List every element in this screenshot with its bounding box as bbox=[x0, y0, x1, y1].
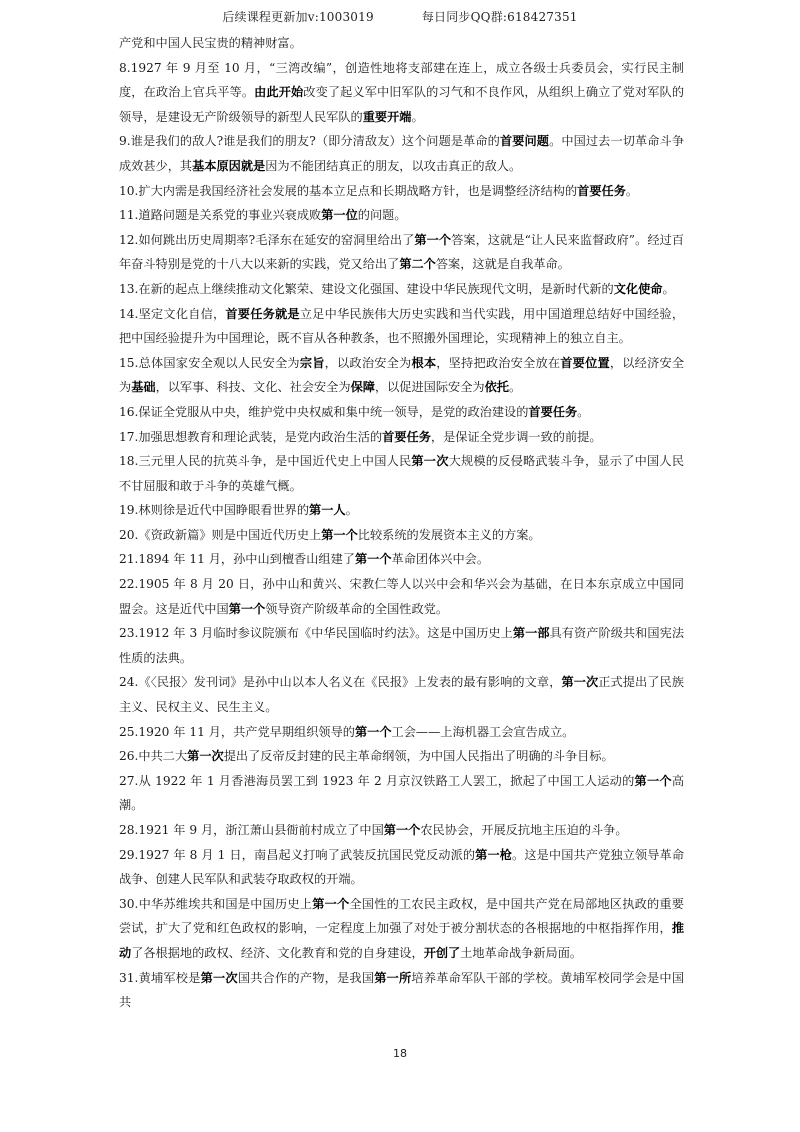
emphasis-text: 第一个 bbox=[414, 232, 452, 247]
paragraph bbox=[119, 129, 684, 178]
body-text: 25.1920 年 11 月，共产党早期组织领导的 bbox=[119, 724, 355, 739]
body-text: 27.从 1922 年 1 月香港海员罢工到 1923 年 2 月京汉铁路工人罢工，掀起了中国工人运动的 bbox=[119, 773, 635, 788]
body-text: 农民协会，开展反抗地主压迫的斗争。 bbox=[420, 823, 628, 837]
emphasis-text: 根本 bbox=[411, 355, 437, 370]
body-text: 。 bbox=[662, 281, 675, 296]
paragraph bbox=[119, 769, 684, 818]
body-text: 9.谁是我们的敌人?谁是我们的朋友?（即分清敌友）这个问题是革命的 bbox=[119, 134, 500, 149]
emphasis-text: 首要任务 bbox=[577, 183, 626, 198]
body-text: 改变了起义军中旧军队的习气和不良作风，从组织上确立了党对军队的领导，是建设无产阶级领导的新型人民军队的 bbox=[119, 85, 685, 124]
emphasis-text: 第一位 bbox=[321, 208, 358, 223]
paragraph bbox=[119, 351, 684, 400]
paragraph bbox=[119, 572, 684, 621]
header-course-contact: 后续课程更新加v:1003019 bbox=[222, 10, 374, 24]
body-text: 16.保证全党服从中央，维护党中央权威和集中统一领导，是党的政治建设的 bbox=[119, 404, 529, 419]
paragraph bbox=[119, 56, 684, 130]
emphasis-text: 第一次 bbox=[187, 749, 224, 764]
page-header bbox=[0, 8, 800, 25]
body-text: ，以军事、科技、文化、社会安全为 bbox=[155, 380, 351, 395]
body-text: 20.《资政新篇》则是中国近代历史上 bbox=[119, 527, 322, 542]
emphasis-text: 第一次 bbox=[411, 454, 449, 469]
body-text: 。这是中国共产党独立领导革命战争、创建人民军队和武装夺取政权的开端。 bbox=[119, 847, 685, 887]
paragraph bbox=[119, 843, 684, 892]
body-text: 11.道路问题是关系党的事业兴衰成败 bbox=[119, 208, 322, 223]
emphasis-text: 第一个 bbox=[383, 823, 421, 837]
body-text: 18.三元里人民的抗英斗争，是中国近代史上中国人民 bbox=[119, 454, 412, 469]
body-text: 。中国过去一切革命斗争成效甚少，其 bbox=[119, 134, 685, 173]
body-text: 。 bbox=[625, 183, 639, 198]
body-text: 答案，这就是“让人民来监督政府”。经过百年奋斗特别是党的十八大以来新的实践，党又给出了 bbox=[119, 232, 684, 272]
paragraph bbox=[119, 228, 684, 277]
emphasis-text: 首要任务 bbox=[382, 429, 431, 444]
paragraph bbox=[119, 400, 684, 425]
emphasis-text: 首要问题 bbox=[499, 134, 550, 149]
body-text: 工会——上海机器工会宣告成立。 bbox=[391, 724, 575, 739]
paragraph bbox=[119, 302, 684, 351]
emphasis-text: 宗旨 bbox=[299, 355, 325, 370]
body-text: 土地革命战争新局面。 bbox=[460, 945, 583, 960]
emphasis-text: 第一所 bbox=[374, 970, 412, 985]
emphasis-text: 第一枪 bbox=[475, 847, 513, 862]
emphasis-text: 依托 bbox=[484, 380, 509, 395]
emphasis-text: 第一次 bbox=[561, 675, 599, 690]
body-text: 14.坚定文化自信， bbox=[119, 306, 226, 321]
page-footer bbox=[0, 1047, 800, 1060]
emphasis-text: 基本原因就是 bbox=[192, 158, 266, 173]
body-text: 。 bbox=[345, 503, 358, 518]
emphasis-text: 开创了 bbox=[423, 945, 461, 960]
emphasis-text: 第一个 bbox=[321, 527, 358, 542]
body-text: 高潮。 bbox=[119, 773, 684, 813]
body-text: 31.黄埔军校是 bbox=[119, 970, 201, 985]
body-text: 全国性的工农民主政权，是中国共产党在局部地区执政的重要尝试，扩大了党和红色政权的影响，一定程度上加强了对处于被分割状态的各根据地的中枢指挥作用， bbox=[119, 896, 684, 936]
body-text: ，以经济安全为 bbox=[119, 355, 685, 395]
emphasis-text: 第一个 bbox=[634, 773, 672, 788]
page-number: 18 bbox=[393, 1047, 407, 1060]
body-text: 。 bbox=[411, 109, 424, 124]
paragraph bbox=[119, 203, 684, 228]
paragraph bbox=[119, 547, 684, 572]
body-text: 了各根据地的政权、经济、文化教育和党的自身建设， bbox=[131, 945, 424, 960]
body-text: 立足中华民族伟大历史实践和当代实践，用中国道理总结好中国经验，把中国经验提升为中国理论，既不盲从各种教条，也不照搬外国理论，实现精神上的独立自主。 bbox=[119, 306, 685, 346]
body-text: 29.1927 年 8 月 1 日，南昌起义打响了武装反抗国民党反动派的 bbox=[119, 847, 476, 862]
emphasis-text: 第一人 bbox=[309, 503, 346, 518]
body-text: 23.1912 年 3 月临时参议院颁布《中华民国临时约法》。这是中国历史上 bbox=[119, 626, 513, 641]
body-text: 因为不能团结真正的朋友，以攻击真正的敌人。 bbox=[265, 158, 522, 173]
emphasis-text: 首要任务就是 bbox=[225, 306, 300, 321]
document-body bbox=[119, 31, 684, 1015]
paragraph bbox=[119, 425, 684, 450]
paragraph bbox=[119, 498, 684, 523]
emphasis-text: 第一部 bbox=[512, 626, 550, 641]
emphasis-text: 首要任务 bbox=[528, 404, 578, 419]
body-text: 8.1927 年 9 月至 10 月，“三湾改编”，创造性地将支部建在连上，成立各级士兵委员会，实行民主制度，在政治上官兵平等。 bbox=[119, 60, 684, 100]
body-text: 13.在新的起点上继续推动文化繁荣、建设文化强国、建设中华民族现代文明，是新时代新的 bbox=[119, 281, 614, 296]
body-text: 28.1921 年 9 月，浙江萧山县衙前村成立了中国 bbox=[119, 823, 384, 837]
header-qq-group: 每日同步QQ群:618427351 bbox=[421, 10, 578, 24]
emphasis-text: 由此开始 bbox=[254, 85, 304, 100]
paragraph bbox=[119, 670, 684, 719]
body-text: 15.总体国家安全观以人民安全为 bbox=[119, 355, 300, 370]
body-text: 比较系统的发展资本主义的方案。 bbox=[357, 527, 541, 542]
emphasis-text: 推动 bbox=[119, 921, 684, 960]
body-text: 正式提出了民族主义、民权主义、民生主义。 bbox=[119, 675, 684, 715]
paragraph bbox=[119, 277, 684, 302]
body-text: 国共合作的产物，是我国 bbox=[237, 970, 375, 985]
paragraph bbox=[119, 179, 684, 204]
body-text: 。 bbox=[509, 380, 522, 395]
emphasis-text: 第一个 bbox=[354, 552, 392, 567]
emphasis-text: 保障 bbox=[350, 380, 375, 395]
body-text: 的问题。 bbox=[357, 208, 407, 223]
emphasis-text: 基础 bbox=[131, 380, 156, 395]
emphasis-text: 第二个 bbox=[399, 257, 436, 272]
paragraph bbox=[119, 523, 684, 548]
body-text: 22.1905 年 8 月 20 日，孙中山和黄兴、宋教仁等人以兴中会和华兴会为基础，在日本东京成立中国同盟会。这是近代中国 bbox=[119, 577, 684, 616]
body-text: 24.《〈民报〉发刊词》是孙中山以本人名义在《民报》上发表的最有影响的文章， bbox=[119, 675, 562, 690]
emphasis-text: 重要开端 bbox=[362, 109, 412, 124]
paragraph bbox=[119, 744, 684, 769]
body-text: 革命团体兴中会。 bbox=[391, 552, 490, 567]
paragraph bbox=[119, 720, 684, 745]
paragraph bbox=[119, 31, 684, 56]
body-text: 提出了反帝反封建的民主革命纲领，为中国人民指出了明确的斗争目标。 bbox=[223, 749, 614, 764]
emphasis-text: 文化使命 bbox=[613, 281, 663, 296]
emphasis-text: 第一个 bbox=[354, 724, 392, 739]
emphasis-text: 首要位置 bbox=[560, 355, 610, 370]
body-text: ，坚持把政治安全放在 bbox=[436, 355, 561, 370]
paragraph bbox=[119, 818, 684, 843]
body-text: 具有资产阶级共和国宪法性质的法典。 bbox=[119, 626, 685, 665]
body-text: 17.加强思想教育和理论武装，是党内政治生活的 bbox=[119, 429, 383, 444]
body-text: 答案，这就是自我革命。 bbox=[435, 257, 570, 272]
paragraph bbox=[119, 892, 684, 966]
body-text: ，以政治安全为 bbox=[324, 355, 412, 370]
body-text: 12.如何跳出历史周期率?毛泽东在延安的窑洞里给出了 bbox=[119, 232, 415, 247]
body-text: 大规模的反侵略武装斗争，显示了中国人民不甘屈服和敢于斗争的英雄气概。 bbox=[119, 454, 685, 493]
paragraph bbox=[119, 966, 684, 1015]
body-text: 产党和中国人民宝贵的精神财富。 bbox=[119, 36, 302, 50]
body-text: 10.扩大内需是我国经济社会发展的基本立足点和长期战略方针，也是调整经济结构的 bbox=[119, 183, 578, 198]
emphasis-text: 第一个 bbox=[312, 896, 350, 911]
emphasis-text: 第一个 bbox=[228, 601, 266, 616]
body-text: 21.1894 年 11 月，孙中山到檀香山组建了 bbox=[119, 552, 355, 567]
body-text: ，是保证全党步调一致的前提。 bbox=[430, 429, 602, 444]
body-text: 30.中华苏维埃共和国是中国历史上 bbox=[119, 896, 313, 911]
body-text: 领导资产阶级革命的全国性政党。 bbox=[265, 601, 449, 616]
emphasis-text: 第一次 bbox=[200, 970, 238, 985]
body-text: 19.林则徐是近代中国睁眼看世界的 bbox=[119, 503, 310, 518]
body-text: ，以促进国际安全为 bbox=[374, 380, 485, 395]
paragraph bbox=[119, 449, 684, 498]
body-text: 。 bbox=[577, 404, 590, 419]
body-text: 培养革命军队干部的学校。黄埔军校同学会是中国共 bbox=[119, 970, 685, 1010]
body-text: 26.中共二大 bbox=[119, 749, 188, 764]
paragraph bbox=[119, 621, 684, 670]
